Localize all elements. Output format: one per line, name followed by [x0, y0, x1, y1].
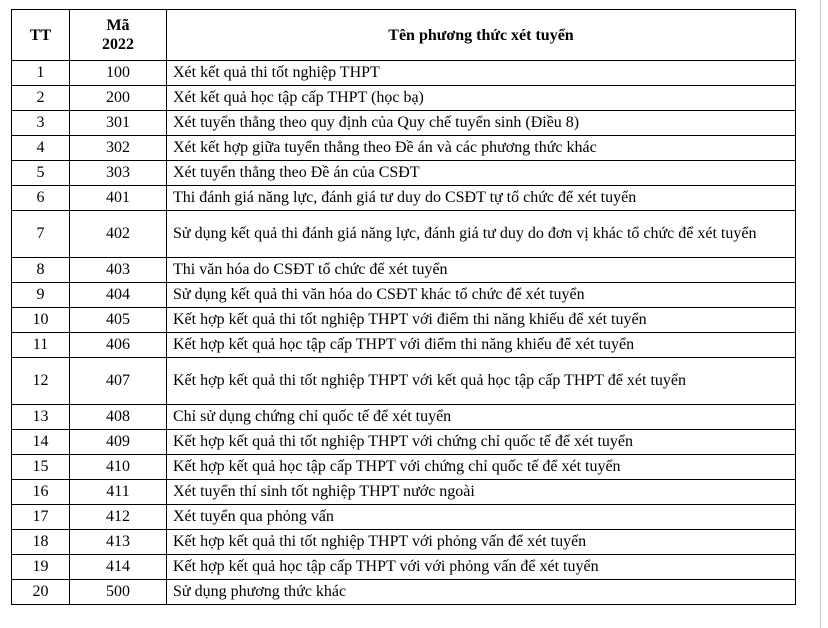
method-name: Chỉ sử dụng chứng chỉ quốc tế để xét tuyển [167, 405, 796, 430]
row-number: 6 [12, 186, 70, 211]
method-code: 404 [70, 283, 167, 308]
table-row [12, 111, 796, 136]
method-code: 500 [70, 580, 167, 605]
row-number: 7 [12, 211, 70, 258]
method-name: Xét tuyển thẳng theo Đề án của CSĐT [167, 161, 796, 186]
header-code-line2: 2022 [102, 36, 134, 53]
row-number: 13 [12, 405, 70, 430]
method-code: 301 [70, 111, 167, 136]
method-code: 414 [70, 555, 167, 580]
table-row [12, 283, 796, 308]
method-code: 200 [70, 86, 167, 111]
row-number: 11 [12, 333, 70, 358]
row-number: 9 [12, 283, 70, 308]
row-number: 3 [12, 111, 70, 136]
table-row [12, 258, 796, 283]
method-code: 411 [70, 480, 167, 505]
method-code: 403 [70, 258, 167, 283]
table-body [12, 61, 796, 605]
method-name: Xét kết hợp giữa tuyển thẳng theo Đề án và các phương thức khác [167, 136, 796, 161]
table-row [12, 358, 796, 405]
method-code: 100 [70, 61, 167, 86]
method-name: Sử dụng kết quả thi đánh giá năng lực, đánh giá tư duy do đơn vị khác tổ chức để xét tuyển [167, 211, 796, 258]
table-row [12, 555, 796, 580]
table-row [12, 333, 796, 358]
method-name: Kết hợp kết quả học tập cấp THPT với với phỏng vấn để xét tuyển [167, 555, 796, 580]
method-name: Sử dụng phương thức khác [167, 580, 796, 605]
method-code: 406 [70, 333, 167, 358]
row-number: 15 [12, 455, 70, 480]
method-code: 413 [70, 530, 167, 555]
method-code: 409 [70, 430, 167, 455]
row-number: 18 [12, 530, 70, 555]
row-number: 1 [12, 61, 70, 86]
table-row [12, 405, 796, 430]
method-name: Sử dụng kết quả thi văn hóa do CSĐT khác tổ chức để xét tuyển [167, 283, 796, 308]
table-row [12, 480, 796, 505]
method-name: Xét tuyển thẳng theo quy định của Quy chế tuyển sinh (Điều 8) [167, 111, 796, 136]
method-code: 412 [70, 505, 167, 530]
method-name: Kết hợp kết quả thi tốt nghiệp THPT với kết quả học tập cấp THPT để xét tuyển [167, 358, 796, 405]
method-code: 303 [70, 161, 167, 186]
table-header-row [12, 10, 796, 61]
method-name: Kết hợp kết quả thi tốt nghiệp THPT với chứng chỉ quốc tế để xét tuyển [167, 430, 796, 455]
method-name: Xét kết quả thi tốt nghiệp THPT [167, 61, 796, 86]
row-number: 20 [12, 580, 70, 605]
header-code-line1: Mã [106, 17, 130, 34]
table-row [12, 61, 796, 86]
method-code: 402 [70, 211, 167, 258]
table-row [12, 505, 796, 530]
row-number: 19 [12, 555, 70, 580]
header-tt: TT [12, 10, 70, 61]
method-code: 401 [70, 186, 167, 211]
table-row [12, 211, 796, 258]
method-name: Kết hợp kết quả thi tốt nghiệp THPT với điểm thi năng khiếu để xét tuyển [167, 308, 796, 333]
method-code: 407 [70, 358, 167, 405]
method-code: 410 [70, 455, 167, 480]
page-edge-divider [820, 0, 821, 628]
row-number: 16 [12, 480, 70, 505]
method-code: 302 [70, 136, 167, 161]
method-code: 408 [70, 405, 167, 430]
row-number: 5 [12, 161, 70, 186]
row-number: 2 [12, 86, 70, 111]
table-row [12, 430, 796, 455]
method-name: Xét tuyển thí sinh tốt nghiệp THPT nước ngoài [167, 480, 796, 505]
table-row [12, 86, 796, 111]
method-name: Xét tuyển qua phỏng vấn [167, 505, 796, 530]
row-number: 8 [12, 258, 70, 283]
header-method-name: Tên phương thức xét tuyển [167, 10, 796, 61]
table-row [12, 530, 796, 555]
row-number: 17 [12, 505, 70, 530]
row-number: 4 [12, 136, 70, 161]
method-name: Xét kết quả học tập cấp THPT (học bạ) [167, 86, 796, 111]
method-name: Kết hợp kết quả học tập cấp THPT với điểm thi năng khiếu để xét tuyển [167, 333, 796, 358]
row-number: 10 [12, 308, 70, 333]
method-name: Thi văn hóa do CSĐT tổ chức để xét tuyển [167, 258, 796, 283]
admission-methods-table [11, 9, 796, 605]
table-row [12, 161, 796, 186]
table-row [12, 580, 796, 605]
method-name: Kết hợp kết quả thi tốt nghiệp THPT với phỏng vấn để xét tuyển [167, 530, 796, 555]
method-name: Kết hợp kết quả học tập cấp THPT với chứng chỉ quốc tế để xét tuyển [167, 455, 796, 480]
method-code: 405 [70, 308, 167, 333]
method-name: Thi đánh giá năng lực, đánh giá tư duy do CSĐT tự tổ chức để xét tuyển [167, 186, 796, 211]
header-code [70, 10, 167, 61]
table-row [12, 308, 796, 333]
table-row [12, 136, 796, 161]
row-number: 12 [12, 358, 70, 405]
table-row [12, 455, 796, 480]
table-row [12, 186, 796, 211]
row-number: 14 [12, 430, 70, 455]
